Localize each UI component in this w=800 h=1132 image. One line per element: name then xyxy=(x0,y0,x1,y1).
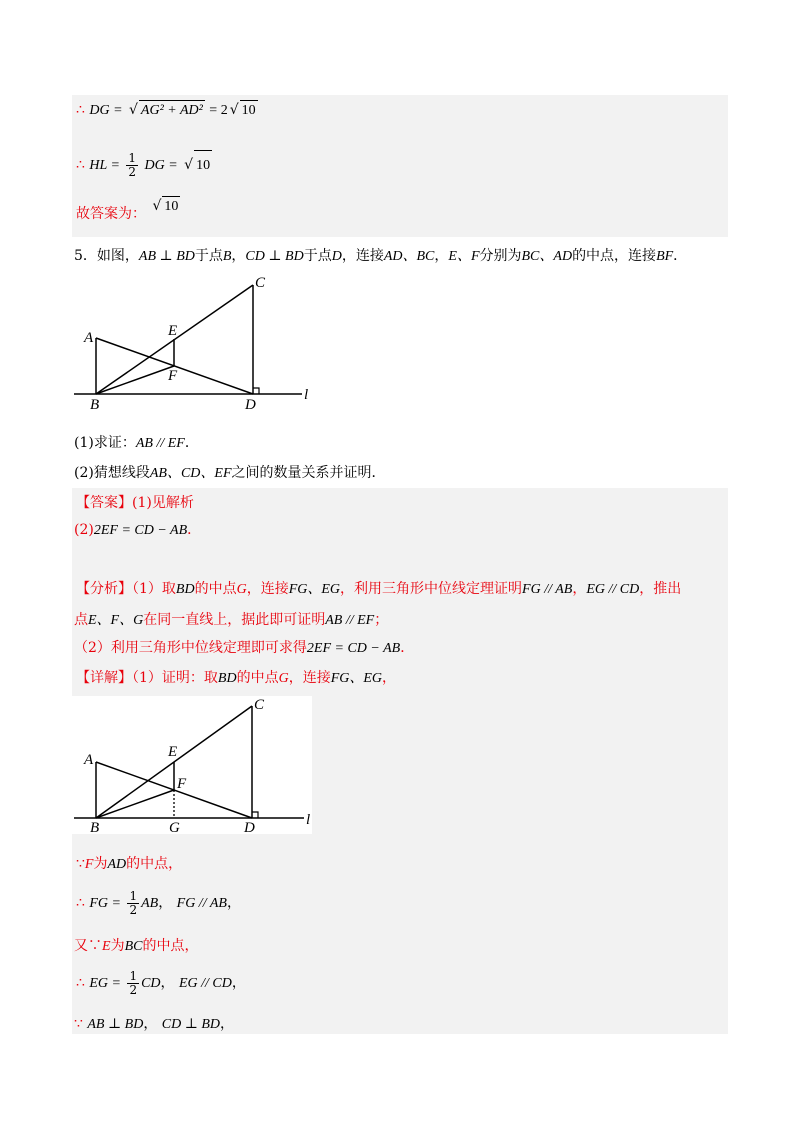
segment-bf xyxy=(96,366,174,394)
analysis-tag: 【分析】 xyxy=(76,581,132,597)
dg-rhs-coef: = 2 xyxy=(209,103,228,118)
label-a: A xyxy=(84,752,94,768)
label-c: C xyxy=(255,275,266,291)
answer-tag: 【答案】 xyxy=(76,495,132,511)
label-l: l xyxy=(306,812,311,828)
half-fraction: $\frac{1}{2}$ xyxy=(128,150,137,179)
solution-figure xyxy=(72,696,312,834)
half-fraction: $\frac{1}{2}$ xyxy=(129,888,138,917)
proof-line-2: ∴ FG = $\frac{1}{2}$ AB， FG // AB， xyxy=(76,888,241,917)
label-e: E xyxy=(168,323,178,339)
hl-equation: ∴ HL = $\frac{1}{2}$ DG = √ 10 xyxy=(76,150,212,181)
therefore-symbol: ∴ xyxy=(76,102,85,118)
answer-radicand: 10 xyxy=(162,196,180,217)
answer-line-2: (2)2EF = CD − AB． xyxy=(74,522,202,538)
right-angle-mark xyxy=(252,812,258,818)
analysis-line-3: （2）利用三角形中位线定理即可求得2EF = CD − AB． xyxy=(74,640,415,656)
label-c: C xyxy=(254,697,265,713)
segment-bf xyxy=(96,790,174,818)
analysis-line-2: 点E、F、G在同一直线上，据此即可证明AB // EF； xyxy=(74,612,389,628)
label-b: B xyxy=(90,397,100,412)
question-2: (2)猜想线段AB、CD、EF之间的数量关系并证明． xyxy=(74,465,386,481)
hl-lhs: HL = xyxy=(89,158,120,173)
dg-radicand: AG² + AD² xyxy=(139,100,205,121)
right-angle-mark xyxy=(253,388,259,394)
problem-number: 5． xyxy=(74,248,97,264)
therefore-symbol: ∴ xyxy=(76,157,85,173)
question-1: (1)求证：AB // EF． xyxy=(74,435,199,451)
dg-lhs: DG = xyxy=(89,103,123,118)
label-a: A xyxy=(84,330,94,346)
answer-label: 故答案为： xyxy=(76,206,146,222)
detail-line-1: 【详解】（1）证明：取BD的中点G，连接FG、EG， xyxy=(76,670,397,686)
half-fraction: $\frac{1}{2}$ xyxy=(129,968,138,997)
problem-figure xyxy=(70,272,320,412)
proof-line-3: 又∵E为BC的中点， xyxy=(74,938,199,954)
proof-line-4: ∴ EG = $\frac{1}{2}$ CD， EG // CD， xyxy=(76,968,246,997)
detail-tag: 【详解】 xyxy=(76,670,132,686)
label-f: F xyxy=(168,368,178,384)
problem-stem: 5．如图，AB ⊥ BD于点B，CD ⊥ BD于点D，连接AD、BC，E、F分别为BC、AD的中点，连接BF． xyxy=(74,248,688,264)
label-g: G xyxy=(169,820,180,834)
label-f: F xyxy=(177,776,187,792)
answer-line-1: 【答案】(1)见解析 xyxy=(76,495,194,511)
proof-line-1: ∵F为AD的中点， xyxy=(76,856,183,872)
dg-equation: ∴ DG = √ AG² + AD² = 2 √ 10 xyxy=(76,100,258,121)
analysis-line-1: 【分析】（1）取BD的中点G，连接FG、EG，利用三角形中位线定理证明FG // AB，EG // CD，推出 xyxy=(76,581,682,597)
dg-rhs-radicand: 10 xyxy=(240,100,258,121)
hl-mid: DG = xyxy=(144,158,178,173)
hl-radicand: 10 xyxy=(194,150,212,181)
label-e: E xyxy=(168,744,178,760)
label-l: l xyxy=(304,387,309,403)
label-d: D xyxy=(244,820,255,834)
prev-answer: 故答案为： √ 10 xyxy=(76,198,179,222)
label-b: B xyxy=(90,820,100,834)
label-d: D xyxy=(245,397,256,412)
proof-line-5: ∵ AB ⊥ BD， CD ⊥ BD， xyxy=(74,1016,235,1032)
